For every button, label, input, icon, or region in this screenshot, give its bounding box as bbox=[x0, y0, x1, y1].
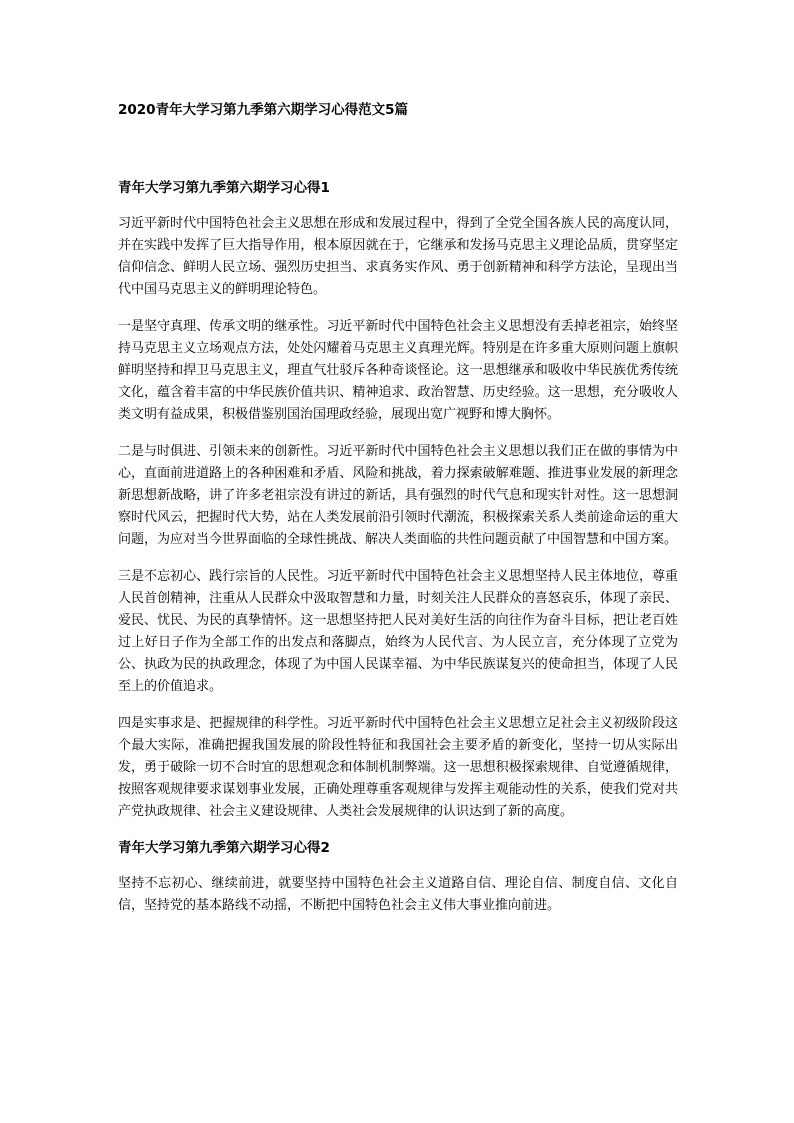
paragraph: 习近平新时代中国特色社会主义思想在形成和发展过程中，得到了全党全国各族人民的高度认同，并在实践中发挥了巨大指导作用，根本原因就在于，它继承和发扬马克思主义理论品质，贯穿坚定信仰信念、鲜明人民立场、强烈历史担当、求真务实作风、勇于创新精神和科学方法论，呈现出当代中国马克思主义的鲜明理论特色。 bbox=[118, 216, 678, 297]
paragraph: 二是与时俱进、引领未来的创新性。习近平新时代中国特色社会主义思想以我们正在做的事情为中心，直面前进道路上的各种困难和矛盾、风险和挑战，着力探索破解难题、推进事业发展的新理念新思想新战略，讲了许多老祖宗没有讲过的新话，具有强烈的时代气息和现实针对性。这一思想洞察时代风云，把握时代大势，站在人类发展前沿引领时代潮流，积极探索关系人类前途命运的重大问题，为应对当今世界面临的全球性挑战、解决人类面临的共性问题贡献了中国智慧和中国方案。 bbox=[118, 444, 678, 547]
paragraph: 一是坚守真理、传承文明的继承性。习近平新时代中国特色社会主义思想没有丢掉老祖宗，始终坚持马克思主义立场观点方法，处处闪耀着马克思主义真理光辉。特别是在许多重大原则问题上旗帜鲜明坚持和捍卫马克思主义，理直气壮驳斥各种奇谈怪论。这一思想继承和吸收中华民族优秀传统文化，蕴含着丰富的中华民族价值共识、精神追求、政治智慧、历史经验。这一思想，充分吸收人类文明有益成果，积极借鉴别国治国理政经验，展现出宽广视野和博大胸怀。 bbox=[118, 319, 678, 422]
paragraph: 四是实事求是、把握规律的科学性。习近平新时代中国特色社会主义思想立足社会主义初级阶段这个最大实际，准确把握我国发展的阶段性特征和我国社会主要矛盾的新变化，坚持一切从实际出发，勇于破除一切不合时宜的思想观念和体制机制弊端。这一思想积极探索规律、自觉遵循规律，按照客观规律要求谋划事业发展，正确处理尊重客观规律与发挥主观能动性的关系，使我们党对共产党执政规律、社会主义建设规律、人类社会发展规律的认识达到了新的高度。 bbox=[118, 716, 678, 819]
section-heading: 青年大学习第九季第六期学习心得2 bbox=[118, 840, 330, 856]
document-body bbox=[118, 178, 678, 932]
section-2 bbox=[118, 838, 678, 917]
paragraph: 坚持不忘初心、继续前进，就要坚持中国特色社会主义道路自信、理论自信、制度自信、文化自信，坚持党的基本路线不动摇，不断把中国特色社会主义伟大事业推向前进。 bbox=[118, 876, 678, 913]
section-heading: 青年大学习第九季第六期学习心得1 bbox=[118, 180, 330, 196]
section-1 bbox=[118, 178, 678, 823]
paragraph: 三是不忘初心、践行宗旨的人民性。习近平新时代中国特色社会主义思想坚持人民主体地位，尊重人民首创精神，注重从人民群众中汲取智慧和力量，时刻关注人民群众的喜怒哀乐，体现了亲民、爱民、忧民、为民的真挚情怀。这一思想坚持把人民对美好生活的向往作为奋斗目标，把让老百姓过上好日子作为全部工作的出发点和落脚点，始终为人民代言、为人民立言，充分体现了立党为公、执政为民的执政理念，体现了为中国人民谋幸福、为中华民族谋复兴的使命担当，体现了人民至上的价值追求。 bbox=[118, 569, 678, 694]
document-title: 2020青年大学习第九季第六期学习心得范文5篇 bbox=[118, 102, 408, 118]
